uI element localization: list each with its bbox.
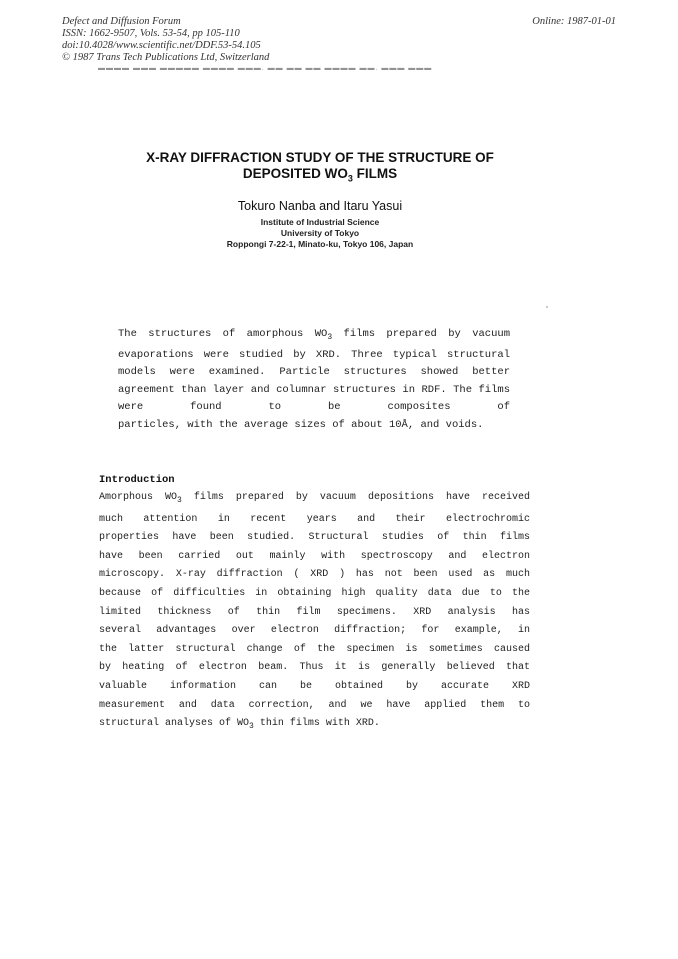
- scan-speck: [546, 306, 548, 308]
- intro-line: much attention in recent years and their electrochromic: [99, 513, 530, 525]
- title-text: DEPOSITED WO: [242, 166, 348, 181]
- issn-line: ISSN: 1662-9507, Vols. 53-54, pp 105-110: [62, 28, 240, 39]
- intro-line: measurement and data correction, and we have applied them to: [99, 699, 530, 711]
- journal-header: [62, 16, 269, 64]
- intro-line: the latter structural change of the specimen is sometimes caused: [99, 643, 530, 655]
- intro-subscript: 3: [249, 722, 254, 732]
- intro-line: limited thickness of thin film specimens. XRD analysis has: [99, 606, 530, 618]
- intro-subscript: 3: [177, 496, 182, 505]
- section-heading-introduction: Introduction: [99, 474, 175, 486]
- intro-line: valuable information can be obtained by accurate XRD: [99, 680, 530, 692]
- intro-text: Amorphous WO: [99, 492, 178, 503]
- paper-title: [0, 150, 640, 187]
- doi-line: doi:10.4028/www.scientific.net/DDF.53-54.105: [62, 40, 261, 51]
- intro-line: by heating of electron beam. Thus it is generally believed that: [99, 662, 530, 674]
- intro-line: have been carried out mainly with spectroscopy and electron: [99, 550, 530, 562]
- scan-artifact: ▬▬▬▬ ▬▬▬ ▬▬▬▬▬ ▬▬▬▬ ▬▬▬. ▬▬ ▬▬ ▬▬ ▬▬▬▬ ▬▬. ▬▬▬ ▬▬▬: [98, 65, 433, 72]
- title-line-2: [0, 166, 640, 187]
- affiliation-university: University of Tokyo: [280, 227, 360, 238]
- affiliation-institute: Institute of Industrial Science: [260, 216, 380, 227]
- intro-text: films prepared by vacuum depositions have received: [181, 492, 530, 503]
- introduction-body: [99, 489, 530, 737]
- intro-line: [99, 489, 530, 511]
- intro-line: properties have been studied. Structural studies of thin films: [99, 532, 530, 544]
- intro-line: because of difficulties in obtaining high quality data due to the: [99, 587, 530, 599]
- journal-name: Defect and Diffusion Forum: [62, 16, 181, 27]
- title-subscript: 3: [347, 173, 353, 184]
- intro-text: structural analyses of WO: [99, 718, 250, 730]
- abstract-text-1: The structures of amorphous WO: [118, 328, 328, 340]
- copyright-line: © 1987 Trans Tech Publications Ltd, Switzerland: [62, 52, 270, 63]
- abstract-subscript: 3: [327, 333, 333, 343]
- intro-line: microscopy. X-ray diffraction ( XRD ) has not been used as much: [99, 569, 530, 581]
- intro-line: [99, 715, 530, 737]
- affiliation-address: Roppongi 7-22-1, Minato-ku, Tokyo 106, Japan: [226, 238, 414, 249]
- title-line-1: X-RAY DIFFRACTION STUDY OF THE STRUCTURE OF: [146, 150, 494, 165]
- abstract-text-2: films prepared by vacuum evaporations were studied by XRD. Three typical structural models were examined. Particle structures showed better agreement than layer and columnar structures in RDF. The films were found to be composites of: [118, 328, 510, 414]
- intro-line: several advantages over electron diffraction; for example, in: [99, 625, 530, 637]
- abstract-last-line: particles, with the average sizes of about 10Å, and voids.: [118, 419, 484, 432]
- title-text-end: FILMS: [352, 166, 398, 181]
- online-date: Online: 1987-01-01: [532, 16, 616, 27]
- abstract-body: [118, 326, 510, 417]
- abstract: [118, 326, 510, 435]
- intro-text: thin films with XRD.: [253, 718, 380, 730]
- authors: Tokuro Nanba and Itaru Yasui: [237, 198, 403, 213]
- title-block: [0, 150, 640, 250]
